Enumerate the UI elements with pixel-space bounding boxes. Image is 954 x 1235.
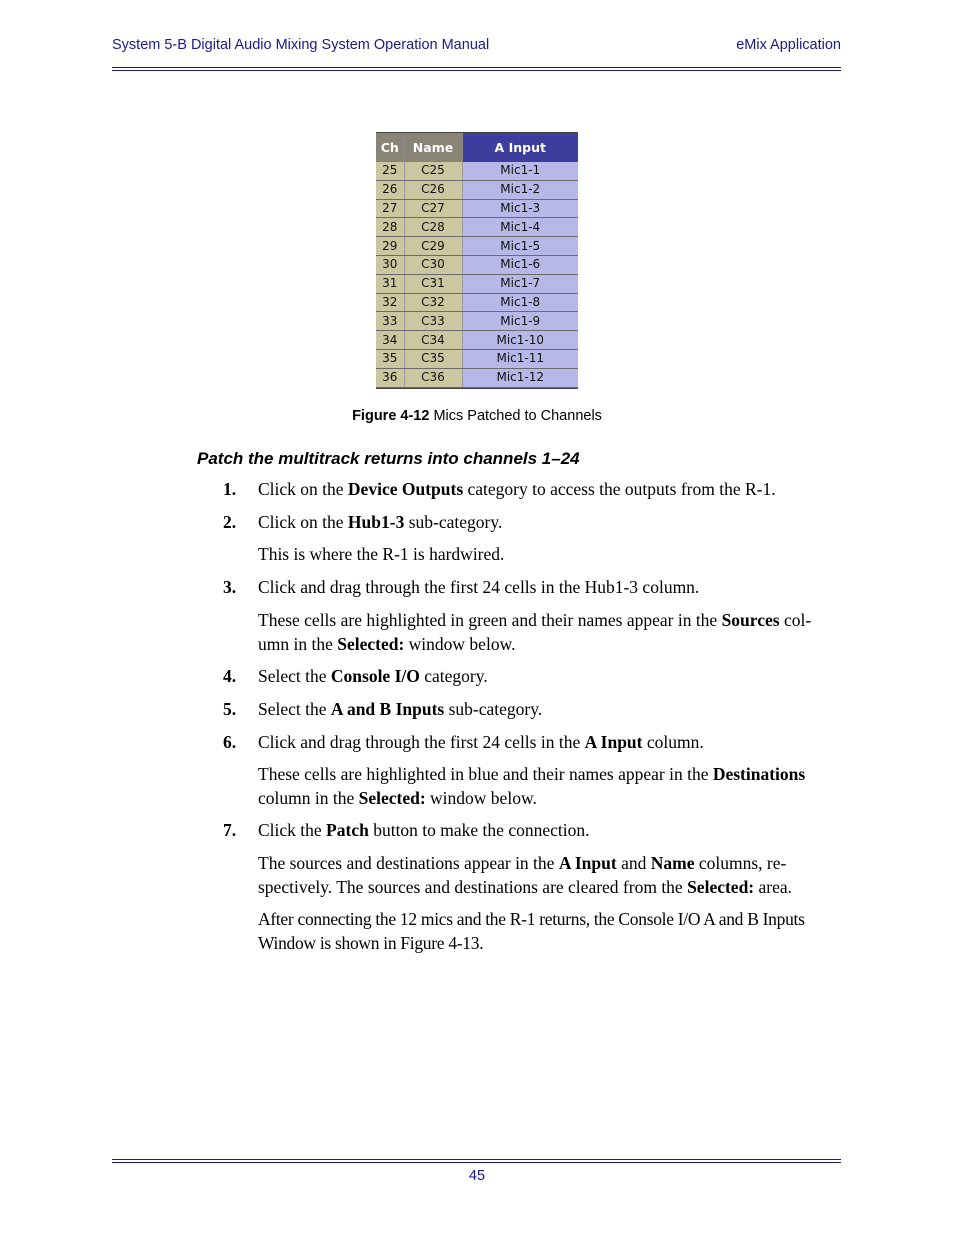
column-header-name: Name	[404, 133, 462, 162]
table-header-row	[376, 133, 578, 162]
section-heading: Patch the multitrack returns into channels 1–24	[197, 449, 580, 468]
cell-name[interactable]: C31	[404, 274, 462, 293]
table-row	[376, 312, 578, 331]
header-section-title: eMix Application	[736, 37, 841, 53]
cell-ch[interactable]: 33	[376, 312, 404, 331]
table-row	[376, 349, 578, 368]
table-row	[376, 180, 578, 199]
cell-ch[interactable]: 28	[376, 218, 404, 237]
page-number: 45	[468, 1168, 486, 1184]
cell-ch[interactable]: 34	[376, 331, 404, 350]
step-number: 3.	[223, 577, 237, 597]
table-row	[376, 274, 578, 293]
cell-a-input[interactable]: Mic1-1	[462, 162, 578, 180]
cell-name[interactable]: C30	[404, 255, 462, 274]
table-body	[376, 162, 578, 387]
step-number: 4.	[223, 666, 237, 686]
cell-ch[interactable]: 25	[376, 162, 404, 180]
header-manual-title: System 5-B Digital Audio Mixing System Operation Manual	[112, 37, 490, 53]
step-number: 7.	[223, 820, 237, 840]
cell-a-input[interactable]: Mic1-7	[462, 274, 578, 293]
table-row	[376, 331, 578, 350]
cell-name[interactable]: C29	[404, 237, 462, 256]
cell-ch[interactable]: 29	[376, 237, 404, 256]
step-6-note: These cells are highlighted in blue and their names appear in the Destinations column in the Selected: window below.	[258, 764, 806, 808]
cell-ch[interactable]: 36	[376, 368, 404, 387]
cell-a-input[interactable]: Mic1-2	[462, 180, 578, 199]
step-7: Click the Patch button to make the connection.	[258, 820, 590, 840]
page-header	[112, 37, 841, 57]
step-5: Select the A and B Inputs sub-category.	[258, 699, 543, 719]
footer-rule	[112, 1159, 841, 1163]
cell-ch[interactable]: 31	[376, 274, 404, 293]
cell-ch[interactable]: 26	[376, 180, 404, 199]
cell-name[interactable]: C35	[404, 349, 462, 368]
cell-a-input[interactable]: Mic1-10	[462, 331, 578, 350]
cell-a-input[interactable]: Mic1-6	[462, 255, 578, 274]
cell-a-input[interactable]: Mic1-5	[462, 237, 578, 256]
cell-a-input[interactable]: Mic1-3	[462, 199, 578, 218]
step-number: 6.	[223, 732, 237, 752]
table-row	[376, 199, 578, 218]
column-header-ch: Ch	[376, 133, 404, 162]
cell-name[interactable]: C33	[404, 312, 462, 331]
cell-name[interactable]: C36	[404, 368, 462, 387]
table-row	[376, 237, 578, 256]
cell-ch[interactable]: 35	[376, 349, 404, 368]
cell-name[interactable]: C26	[404, 180, 462, 199]
cell-a-input[interactable]: Mic1-4	[462, 218, 578, 237]
figure-caption-text: Mics Patched to Channels	[429, 408, 602, 424]
table-row	[376, 218, 578, 237]
step-1: Click on the Device Outputs category to access the outputs from the R-1.	[258, 479, 776, 499]
channel-patch-figure	[376, 132, 578, 389]
step-number: 5.	[223, 699, 237, 719]
cell-ch[interactable]: 30	[376, 255, 404, 274]
step-7-note-1: The sources and destinations appear in the A Input and Name columns, re- spectively. The sources and destinations are cleared from the Selected: area.	[258, 853, 793, 897]
step-number: 2.	[223, 512, 237, 532]
cell-ch[interactable]: 32	[376, 293, 404, 312]
step-3-note: These cells are highlighted in green and their names appear in the Sources col- umn in the Selected: window below.	[258, 610, 812, 654]
step-2: Click on the Hub1-3 sub-category.	[258, 512, 503, 532]
cell-name[interactable]: C25	[404, 162, 462, 180]
figure-caption-label: Figure 4-12	[352, 408, 430, 424]
cell-name[interactable]: C32	[404, 293, 462, 312]
cell-name[interactable]: C27	[404, 199, 462, 218]
table-row	[376, 162, 578, 180]
cell-name[interactable]: C28	[404, 218, 462, 237]
header-rule	[112, 67, 841, 71]
channel-table	[376, 133, 578, 388]
step-6: Click and drag through the first 24 cells in the A Input column.	[258, 732, 704, 752]
cell-a-input[interactable]: Mic1-11	[462, 349, 578, 368]
step-number: 1.	[223, 479, 237, 499]
table-row	[376, 293, 578, 312]
table-row	[376, 255, 578, 274]
column-header-a-input: A Input	[462, 133, 578, 162]
step-3: Click and drag through the first 24 cells in the Hub1-3 column.	[258, 577, 700, 597]
cell-name[interactable]: C34	[404, 331, 462, 350]
cell-a-input[interactable]: Mic1-8	[462, 293, 578, 312]
figure-caption	[0, 408, 954, 424]
step-2-note: This is where the R-1 is hardwired.	[258, 544, 505, 564]
cell-a-input[interactable]: Mic1-12	[462, 368, 578, 387]
step-7-note-2: After connecting the 12 mics and the R-1 returns, the Console I/O A and B Inputs Window is shown in Figure 4-13.	[258, 909, 805, 953]
cell-a-input[interactable]: Mic1-9	[462, 312, 578, 331]
cell-ch[interactable]: 27	[376, 199, 404, 218]
step-4: Select the Console I/O category.	[258, 666, 488, 686]
table-row	[376, 368, 578, 387]
